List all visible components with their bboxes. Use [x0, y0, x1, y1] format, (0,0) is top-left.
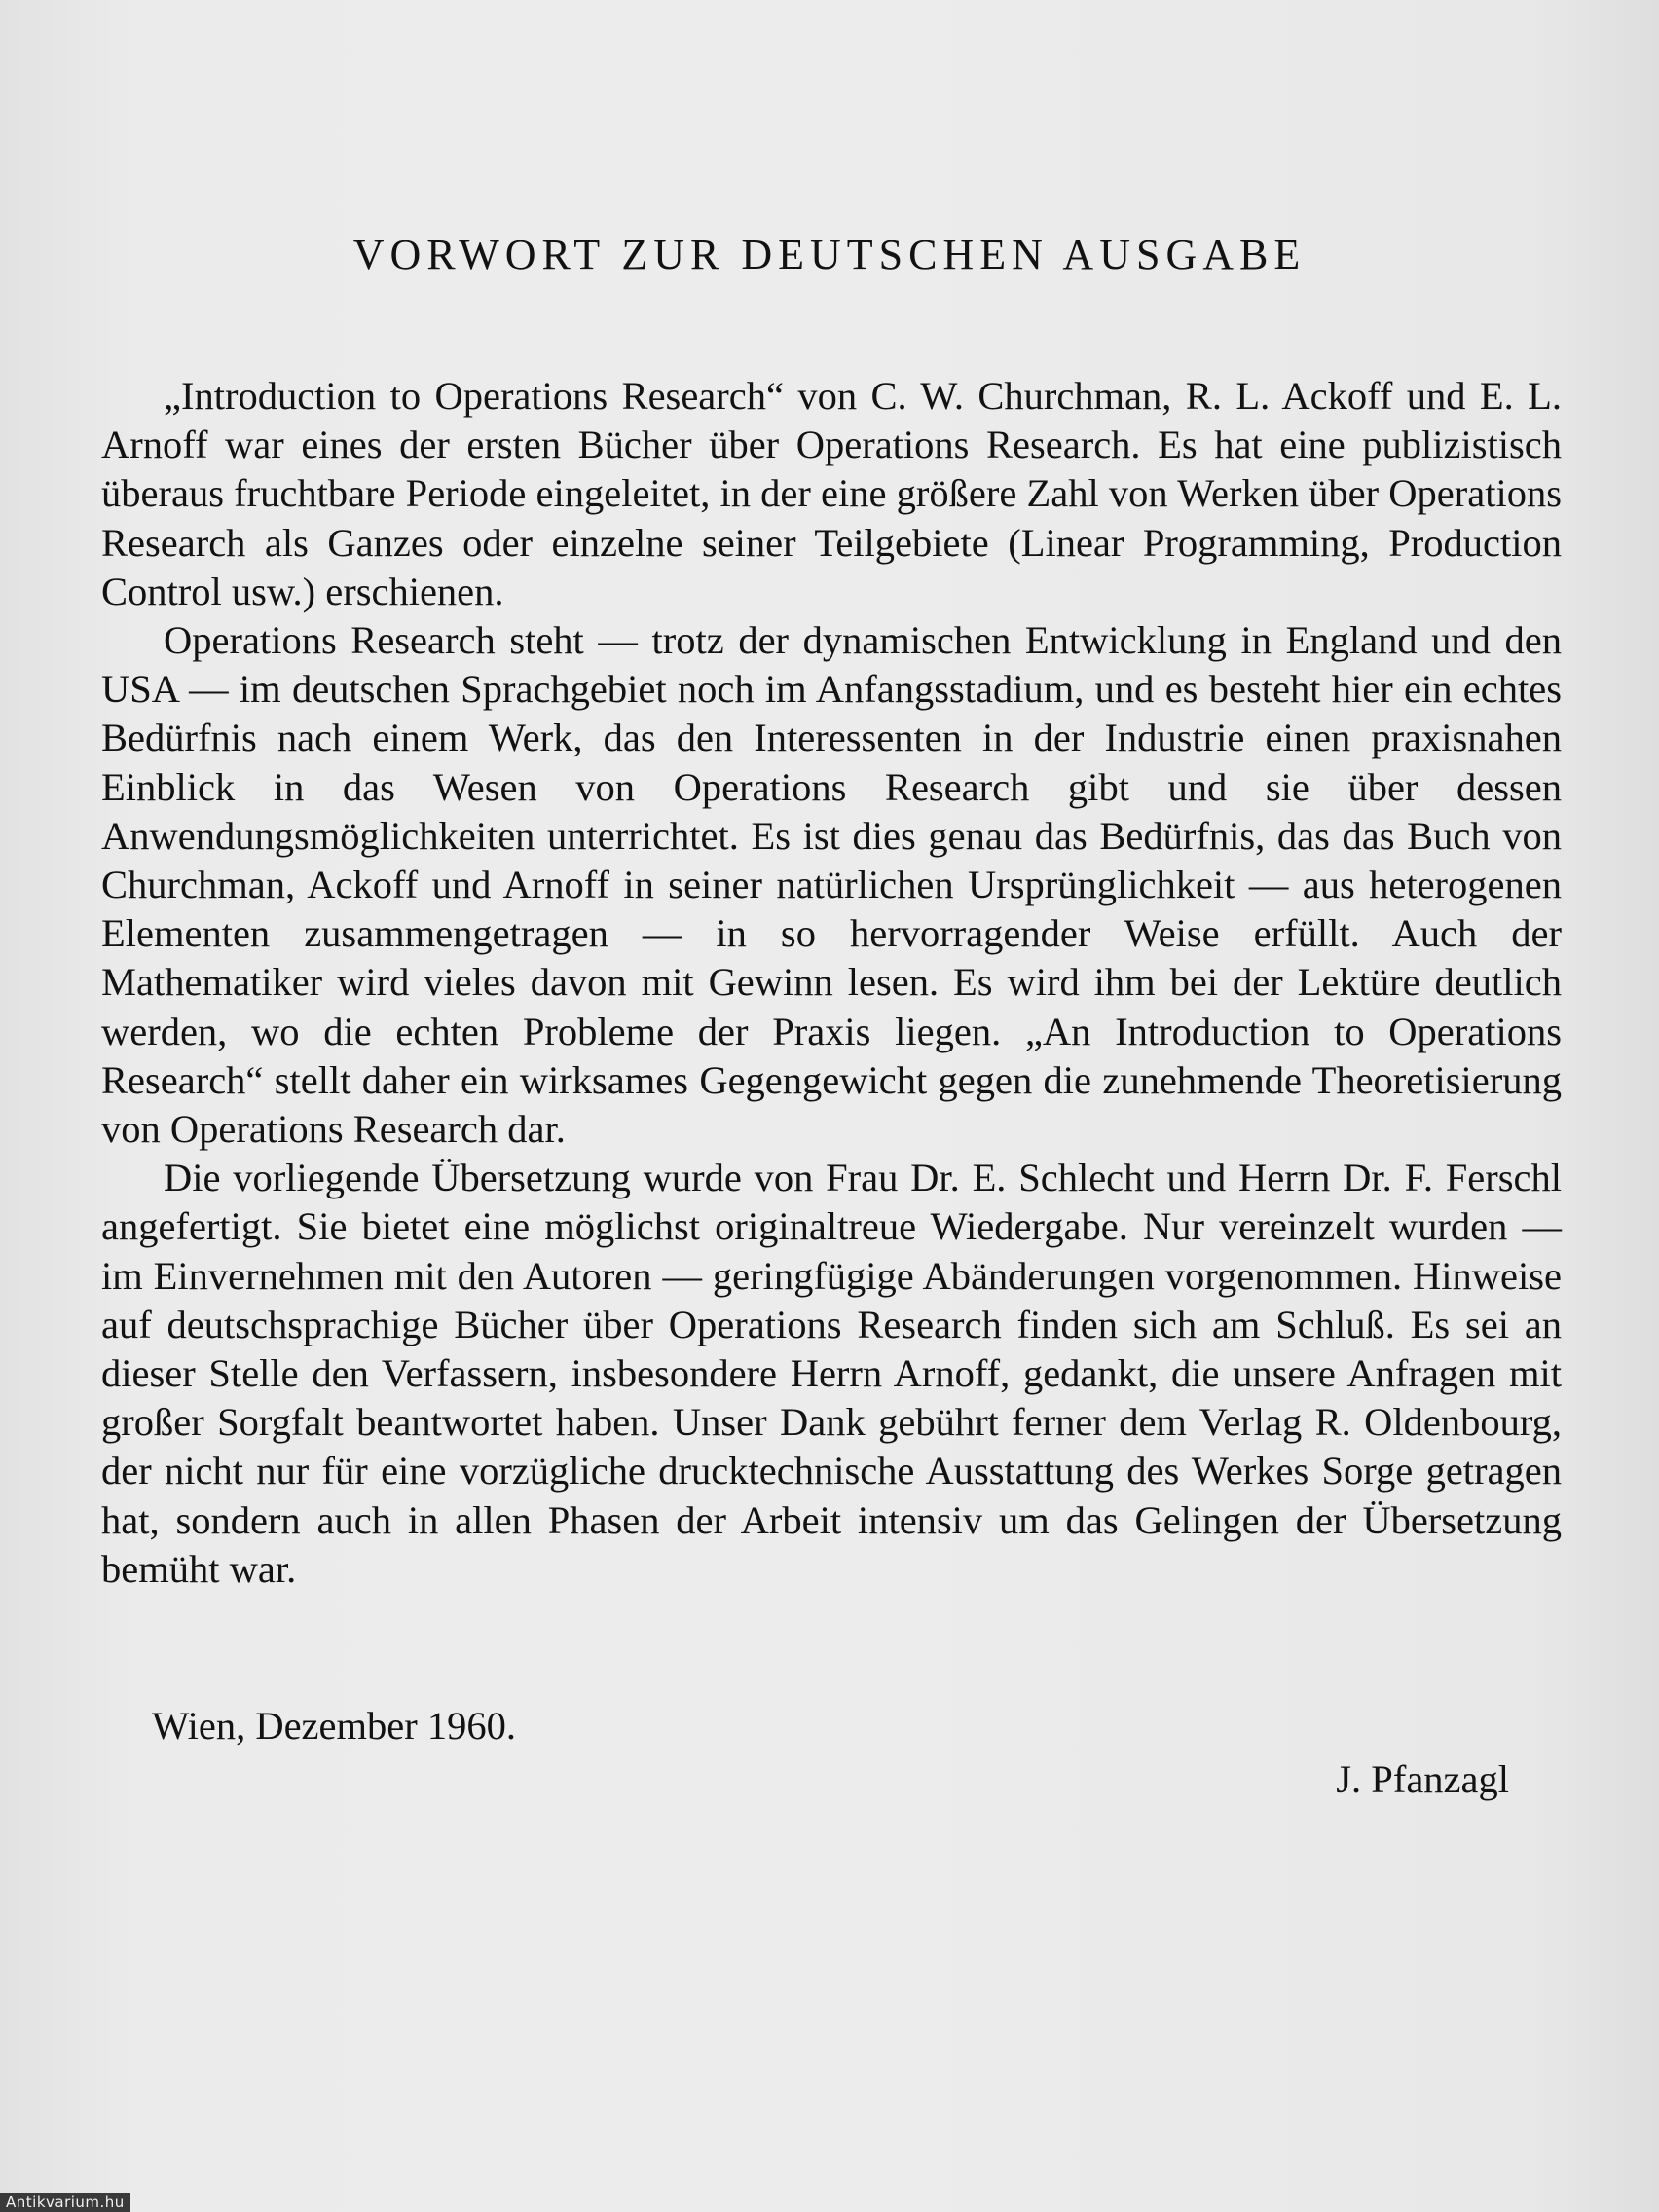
author-signature: J. Pfanzagl [1336, 1757, 1509, 1801]
page-title: VORWORT ZUR DEUTSCHEN AUSGABE [352, 231, 1307, 278]
watermark: Antikvarium.hu [0, 2193, 130, 2212]
paragraph-1: „Introduction to Operations Research“ von C. W. Churchman, R. L. Ackoff und E. L. Arnoff war eines der ersten Bücher über Operations Research. Es hat eine publizistisch überaus fruchtbare Periode eingeleitet, in der eine größere Zahl von Werken über Operations Research als Ganzes oder einzelne seiner Teilgebiete (Linear Programming, Production Control usw.) erschienen. [101, 374, 1562, 613]
place-date: Wien, Dezember 1960. [152, 1704, 516, 1748]
paragraph-2: Operations Research steht — trotz der dynamischen Entwicklung in England und den USA — im deutschen Sprachgebiet noch im Anfangsstadium, und es besteht hier ein echtes Bedürfnis nach einem Werk, das den Interessenten in der Industrie einen praxisnahen Einblick in das Wesen von Operations Research gibt und sie über dessen Anwendungsmöglichkeiten unterrichtet. Es ist dies genau das Bedürfnis, das das Buch von Churchman, Ackoff und Arnoff in seiner natürlichen Ursprünglichkeit — aus heterogenen Elementen zusammengetragen — in so hervorragender Weise erfüllt. Auch der Mathematiker wird vieles davon mit Gewinn lesen. Es wird ihm bei der Lektüre deutlich werden, wo die echten Probleme der Praxis liegen. „An Introduction to Operations Research“ stellt daher ein wirksames Gegengewicht gegen die zunehmende Theoretisierung von Operations Research dar. [101, 618, 1562, 1152]
preface-body [101, 372, 1562, 1594]
paragraph-3: Die vorliegende Übersetzung wurde von Frau Dr. E. Schlecht und Herrn Dr. F. Ferschl angefertigt. Sie bietet eine möglichst originaltreue Wiedergabe. Nur vereinzelt wurden — im Einvernehmen mit den Autoren — geringfügige Abänderungen vorgenommen. Hinweise auf deutschsprachige Bücher über Operations Research finden sich am Schluß. Es sei an dieser Stelle den Verfassern, insbesondere Herrn Arnoff, gedankt, die unsere Anfragen mit großer Sorgfalt beantwortet haben. Unser Dank gebührt ferner dem Verlag R. Oldenbourg, der nicht nur für eine vorzügliche drucktechnische Ausstattung des Werkes Sorge getragen hat, sondern auch in allen Phasen der Arbeit intensiv um das Gelingen der Übersetzung bemüht war. [101, 1156, 1562, 1591]
